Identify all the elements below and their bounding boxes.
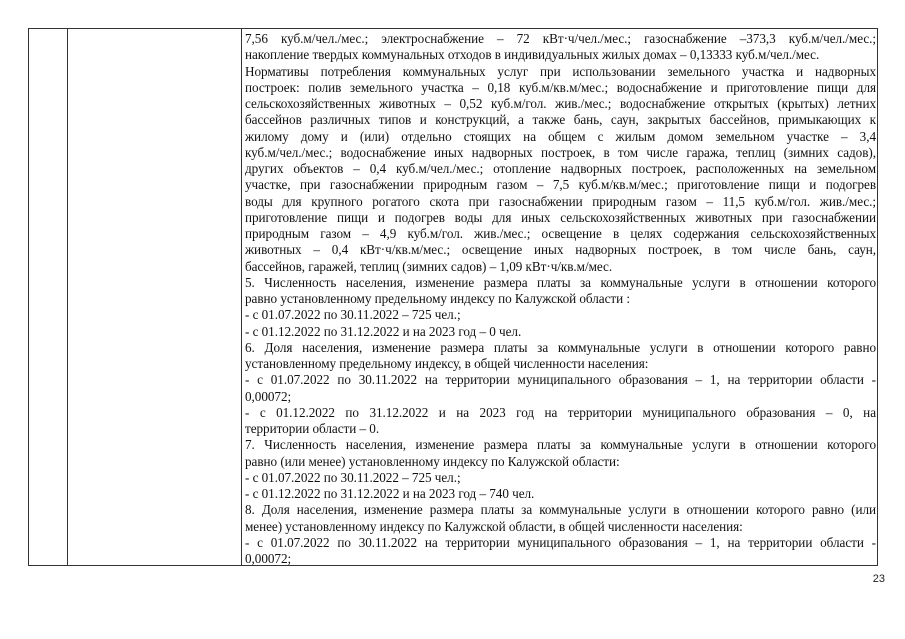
text-line: природным газом – 4,9 куб.м/гол. жив./мес.; освещение в целях содержания сельскохозяйственных xyxy=(245,226,876,241)
text-line: 6. Доля населения, изменение размера платы за коммунальные услуги в отношении которого равно xyxy=(245,339,876,355)
text-line: бассейнов различных типов и конструкций, а также бань, саун, закрытых бассейнов, примыкающих к xyxy=(245,112,876,128)
text-line: 0,00072; xyxy=(245,551,292,565)
text-line: - с 01.12.2022 по 31.12.2022 и на 2023 год – 0 чел. xyxy=(245,323,522,339)
text-line: 7. Численность населения, изменение размера платы за коммунальные услуги в отношении которого xyxy=(245,437,876,453)
text-line: воды для крупного рогатого скота при газоснабжении природным газом – 11,5 куб.м/гол. жив./мес.; xyxy=(245,193,876,209)
text-line: 8. Доля населения, изменение размера платы за коммунальные услуги в отношении которого равно (или xyxy=(245,502,876,518)
text-line: бассейнов, гаражей, теплиц (зимних садов) – 1,09 кВт·ч/кв.м/мес. xyxy=(245,258,613,274)
text-line: - с 01.07.2022 по 30.11.2022 – 725 чел.; xyxy=(245,469,461,485)
text-line: территории области – 0. xyxy=(245,421,380,436)
text-line: равно (или менее) установленному индексу по Калужской области: xyxy=(245,453,620,469)
text-line: 7,56 куб.м/чел./мес.; электроснабжение – 72 кВт·ч/чел./мес.; газоснабжение –373,3 куб.м/чел./мес.; xyxy=(245,31,876,46)
text-line: - с 01.12.2022 по 31.12.2022 и на 2023 год – 740 чел. xyxy=(245,486,535,501)
document-table xyxy=(28,28,878,566)
text-line: 0,00072; xyxy=(245,388,292,404)
text-line: животных – 0,4 кВт·ч/кв.м/мес.; освещение иных надворных построек, в том числе бань, саун, xyxy=(245,242,876,258)
text-line: равно установленному предельному индексу по Калужской области : xyxy=(245,291,630,306)
page-number: 23 xyxy=(872,573,885,585)
text-line: накопление твердых коммунальных отходов в индивидуальных жилых домах – 0,13333 куб.м/чел./мес. xyxy=(245,47,820,63)
text-line: сельскохозяйственных животных – 0,52 куб.м/гол. жив./мес.; водоснабжение открытых (крытых) летних xyxy=(245,96,876,111)
text-line: других объектов – 0,4 куб.м/чел./мес.; отопление надворных построек, расположенных на земельном xyxy=(245,161,876,176)
text-line: построек: полив земельного участка – 0,18 куб.м/кв.м/мес.; водоснабжение и приготовление пищи для xyxy=(245,79,876,95)
table-column-divider xyxy=(241,29,242,565)
text-line: 5. Численность населения, изменение размера платы за коммунальные услуги в отношении которого xyxy=(245,274,876,290)
text-line: - с 01.07.2022 по 30.11.2022 на территории муниципального образования – 1, на территории области - xyxy=(245,372,876,388)
text-line: участке, при газоснабжении природным газом – 7,5 куб.м/кв.м/мес.; приготовление пищи и подогрев xyxy=(245,177,876,193)
text-line: - с 01.12.2022 по 31.12.2022 и на 2023 год на территории муниципального образования – 0, на xyxy=(245,404,876,420)
text-line: куб.м/чел./мес.; водоснабжение иных надворных построек, в том числе гаража, теплиц (зимних садов), xyxy=(245,144,876,160)
text-line: приготовление пищи и подогрев воды для иных сельскохозяйственных животных при газоснабжении xyxy=(245,209,876,225)
table-text-cell xyxy=(245,31,876,565)
table-column-divider xyxy=(67,29,68,565)
text-line: менее) установленному индексу по Калужской области, в общей численности населения: xyxy=(245,518,743,534)
text-line: - с 01.07.2022 по 30.11.2022 – 725 чел.; xyxy=(245,307,461,323)
text-line: - с 01.07.2022 по 30.11.2022 на территории муниципального образования – 1, на территории области - xyxy=(245,534,876,550)
text-line: установленному предельному индексу, в общей численности населения: xyxy=(245,356,649,371)
text-line: жилому дому и (или) отдельно стоящих на общем с жилым домом земельном участке – 3,4 xyxy=(245,128,876,144)
text-line: Нормативы потребления коммунальных услуг при использовании земельного участка и надворных xyxy=(245,63,876,79)
